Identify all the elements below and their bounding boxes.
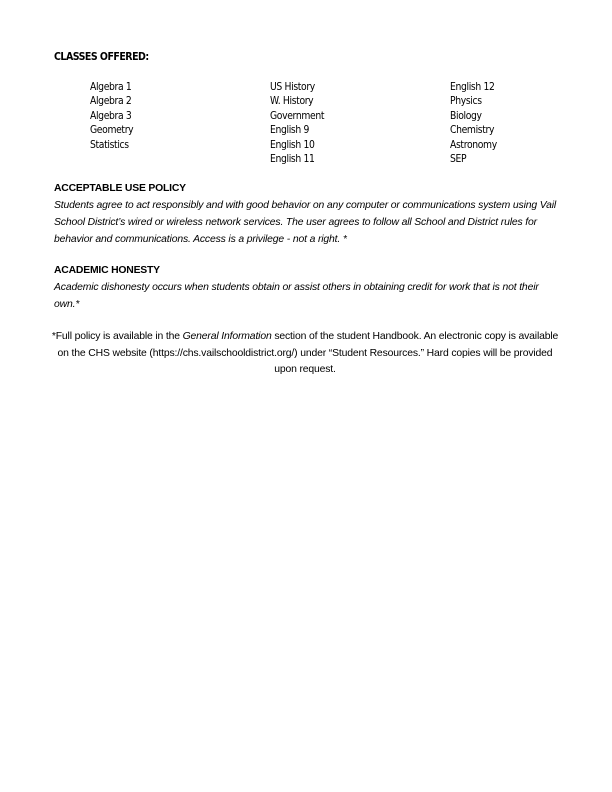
- class-item: W. History: [270, 95, 314, 108]
- class-item: Geometry: [90, 124, 134, 137]
- class-item: Statistics: [90, 138, 129, 151]
- classes-column-1: [90, 80, 139, 152]
- class-item: Chemistry: [450, 124, 495, 137]
- class-item: Physics: [450, 95, 482, 108]
- footnote-text-end: section of the student Handbook. An electronic copy is available on the CHS website (https://chs.vailschooldistrict.org/) under “Student Resources.” Hard copies will be provided upon request.: [57, 331, 559, 375]
- acceptable-use-policy-title: ACCEPTABLE USE POLICY: [54, 183, 186, 194]
- footnote-general-information: General Information: [182, 331, 272, 342]
- class-item: SEP: [450, 153, 467, 166]
- class-item: English 10: [270, 138, 315, 151]
- class-item: Government: [270, 109, 325, 122]
- class-item: Algebra 1: [90, 81, 132, 93]
- academic-honesty-title: ACADEMIC HONESTY: [54, 265, 160, 276]
- class-item: US History: [270, 81, 315, 93]
- academic-honesty-section: [54, 262, 564, 313]
- policy-footnote: [50, 329, 560, 379]
- classes-offered-heading: CLASSES OFFERED:: [54, 50, 149, 63]
- class-item: English 11: [270, 153, 315, 166]
- class-item: Algebra 3: [90, 109, 132, 122]
- class-item: English 9: [270, 124, 310, 137]
- classes-column-2: [270, 80, 331, 166]
- class-item: English 12: [450, 81, 495, 93]
- classes-column-3: [450, 80, 503, 166]
- acceptable-use-policy-section: [54, 180, 564, 248]
- footnote-text-start: *Full policy is available in the: [51, 331, 183, 342]
- acceptable-use-policy-body: Students agree to act responsibly and with good behavior on any computer or communications system using Vail School District’s wired or wireless network services. The user agrees to follow all School and District rules for behavior and communications. Access is a privilege - not a right. *: [54, 200, 557, 245]
- academic-honesty-body: Academic dishonesty occurs when students obtain or assist others in obtaining credit for work that is not their own.*: [54, 282, 539, 310]
- class-item: Astronomy: [450, 138, 497, 151]
- class-item: Algebra 2: [90, 95, 132, 108]
- class-item: Biology: [450, 109, 482, 122]
